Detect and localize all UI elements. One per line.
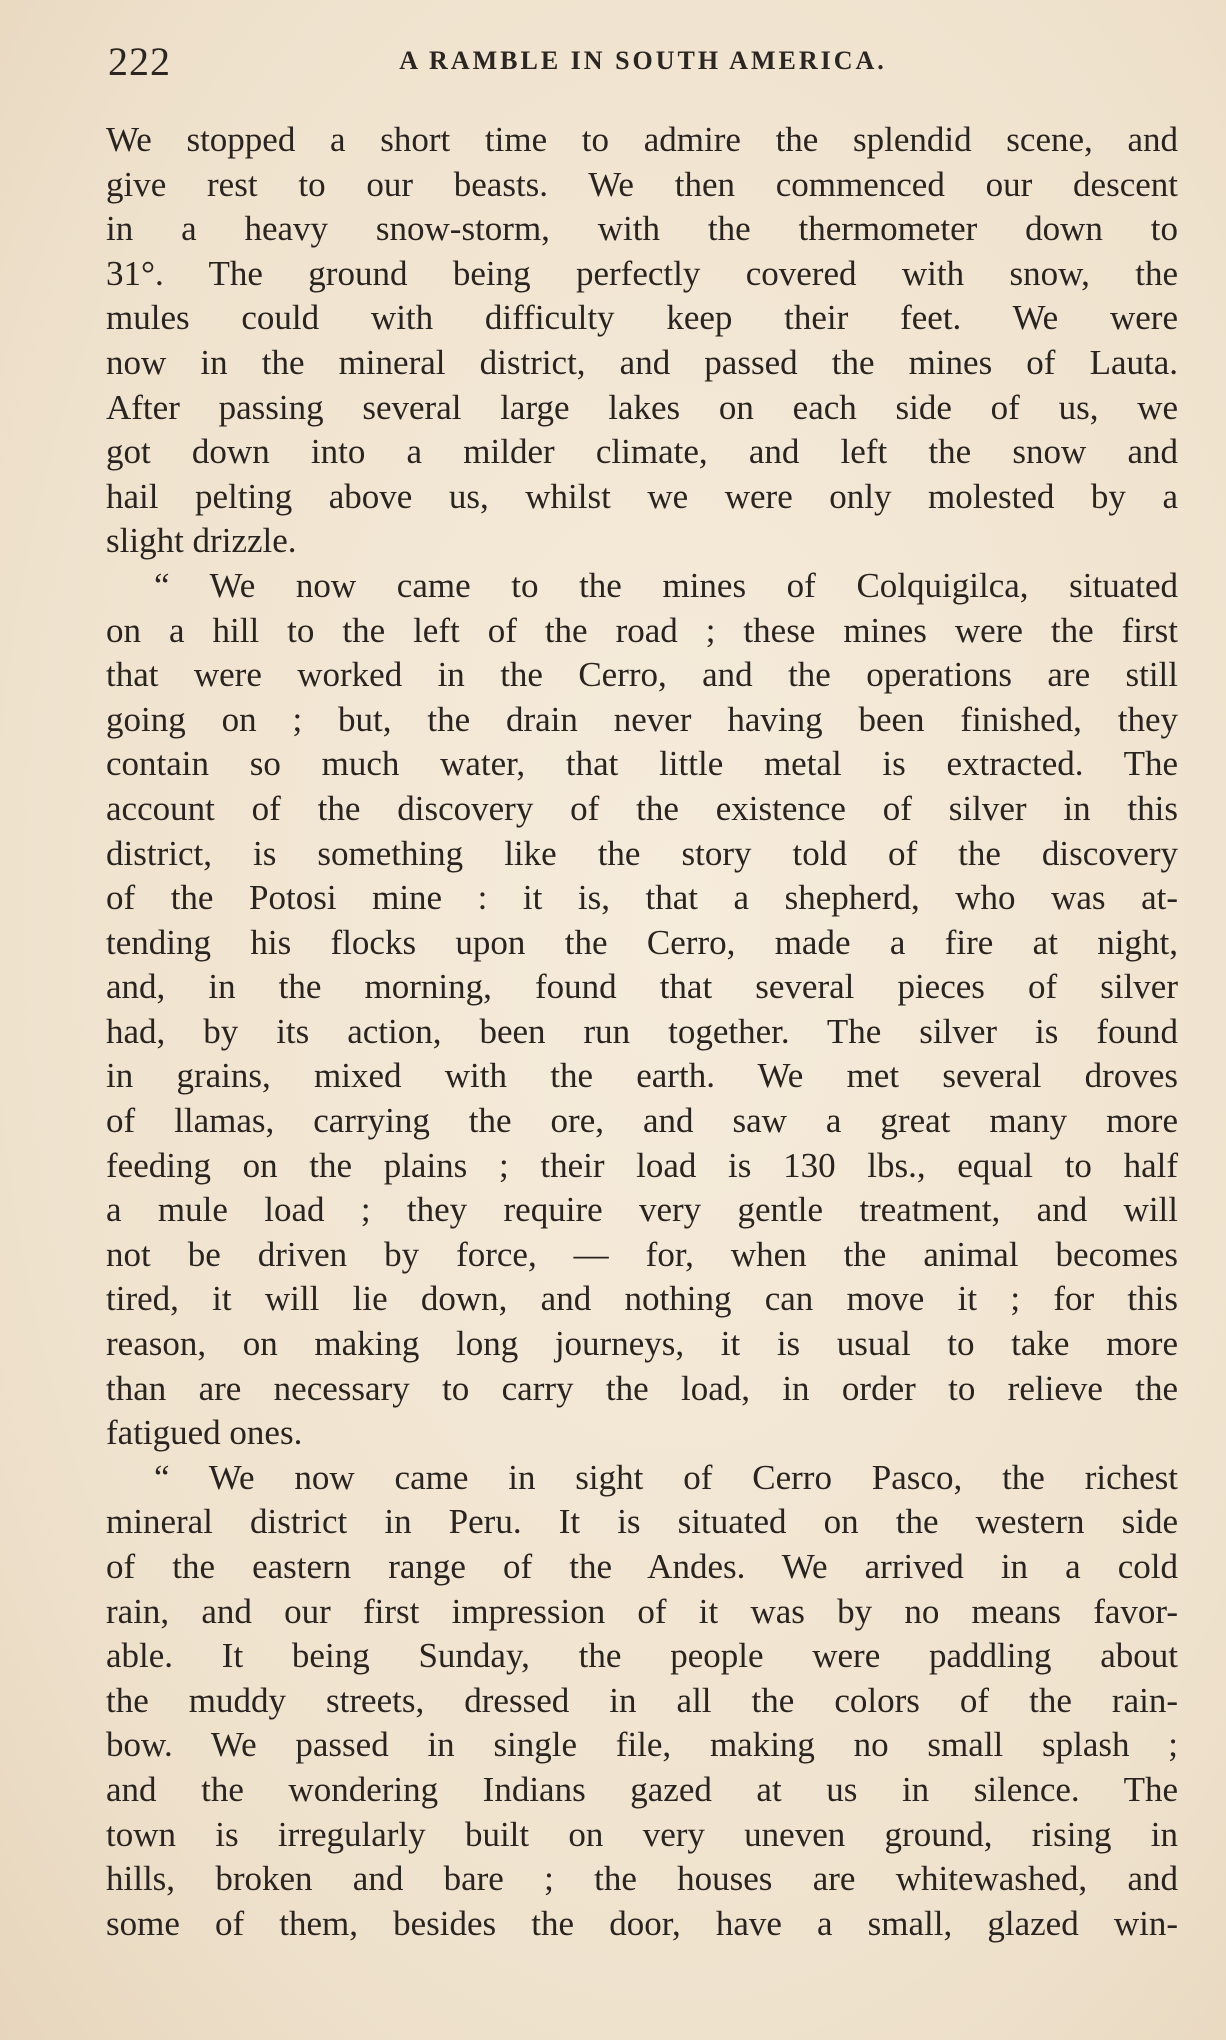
paragraph-3 xyxy=(106,1456,1178,1947)
text-line: a mule load ; they require very gentle treatment, and will xyxy=(106,1190,1178,1230)
running-head xyxy=(108,38,1178,88)
text-line: fatigued ones. xyxy=(106,1413,303,1453)
text-line: 31°. The ground being perfectly covered with snow, the xyxy=(106,253,1178,293)
text-line: rain, and our first impression of it was by no means favor- xyxy=(106,1591,1178,1631)
running-title: A RAMBLE IN SOUTH AMERICA. xyxy=(399,46,887,75)
text-line: tired, it will lie down, and nothing can move it ; for this xyxy=(106,1279,1178,1319)
text-line: slight drizzle. xyxy=(106,521,297,561)
text-line: than are necessary to carry the load, in order to relieve the xyxy=(106,1368,1178,1408)
text-line: hail pelting above us, whilst we were only molested by a xyxy=(106,476,1178,516)
text-line: got down into a milder climate, and left the snow and xyxy=(106,432,1178,472)
text-line: able. It being Sunday, the people were paddling about xyxy=(106,1636,1178,1676)
text-line: going on ; but, the drain never having been finished, they xyxy=(106,699,1178,739)
text-line: the muddy streets, dressed in all the colors of the rain- xyxy=(106,1680,1178,1720)
text-line: account of the discovery of the existence of silver in this xyxy=(106,788,1178,828)
text-line: on a hill to the left of the road ; these mines were the first xyxy=(106,610,1178,650)
text-line: We stopped a short time to admire the splendid scene, and xyxy=(106,120,1178,159)
page-number: 222 xyxy=(108,39,171,84)
text-line: now in the mineral district, and passed the mines of Lauta. xyxy=(106,342,1178,382)
text-line: reason, on making long journeys, it is usual to take more xyxy=(106,1324,1178,1364)
text-line: in grains, mixed with the earth. We met several droves xyxy=(106,1056,1178,1096)
text-line: of llamas, carrying the ore, and saw a great many more xyxy=(106,1101,1178,1141)
paragraph-2 xyxy=(106,564,1178,1456)
text-line: “ We now came in sight of Cerro Pasco, the richest xyxy=(154,1457,1178,1497)
text-line: of the Potosi mine : it is, that a shepherd, who was at- xyxy=(106,878,1178,918)
text-line: After passing several large lakes on each side of us, we xyxy=(106,387,1178,427)
text-line: and, in the morning, found that several pieces of silver xyxy=(106,967,1178,1007)
text-line: district, is something like the story told of the discovery xyxy=(106,833,1178,873)
text-line: in a heavy snow-storm, with the thermometer down to xyxy=(106,209,1178,249)
text-line: bow. We passed in single file, making no small splash ; xyxy=(106,1725,1178,1765)
paragraph-1 xyxy=(106,118,1178,564)
text-line: “ We now came to the mines of Colquigilca, situated xyxy=(154,565,1178,605)
text-line: hills, broken and bare ; the houses are whitewashed, and xyxy=(106,1859,1178,1899)
text-line: some of them, besides the door, have a small, glazed win- xyxy=(106,1903,1178,1943)
text-line: town is irregularly built on very uneven ground, rising in xyxy=(106,1814,1178,1854)
text-line: had, by its action, been run together. The silver is found xyxy=(106,1011,1178,1051)
text-line: mules could with difficulty keep their feet. We were xyxy=(106,298,1178,338)
text-line: of the eastern range of the Andes. We arrived in a cold xyxy=(106,1547,1178,1586)
text-line: contain so much water, that little metal is extracted. The xyxy=(106,744,1178,784)
text-line: that were worked in the Cerro, and the operations are still xyxy=(106,655,1178,695)
text-line: not be driven by force, — for, when the animal becomes xyxy=(106,1234,1178,1274)
text-line: tending his flocks upon the Cerro, made a fire at night, xyxy=(106,922,1178,962)
text-line: feeding on the plains ; their load is 130 lbs., equal to half xyxy=(106,1145,1178,1185)
text-line: mineral district in Peru. It is situated on the western side xyxy=(106,1502,1178,1542)
text-line: and the wondering Indians gazed at us in silence. The xyxy=(106,1769,1178,1809)
body-text xyxy=(106,118,1178,1946)
text-line: give rest to our beasts. We then commenced our descent xyxy=(106,164,1178,204)
